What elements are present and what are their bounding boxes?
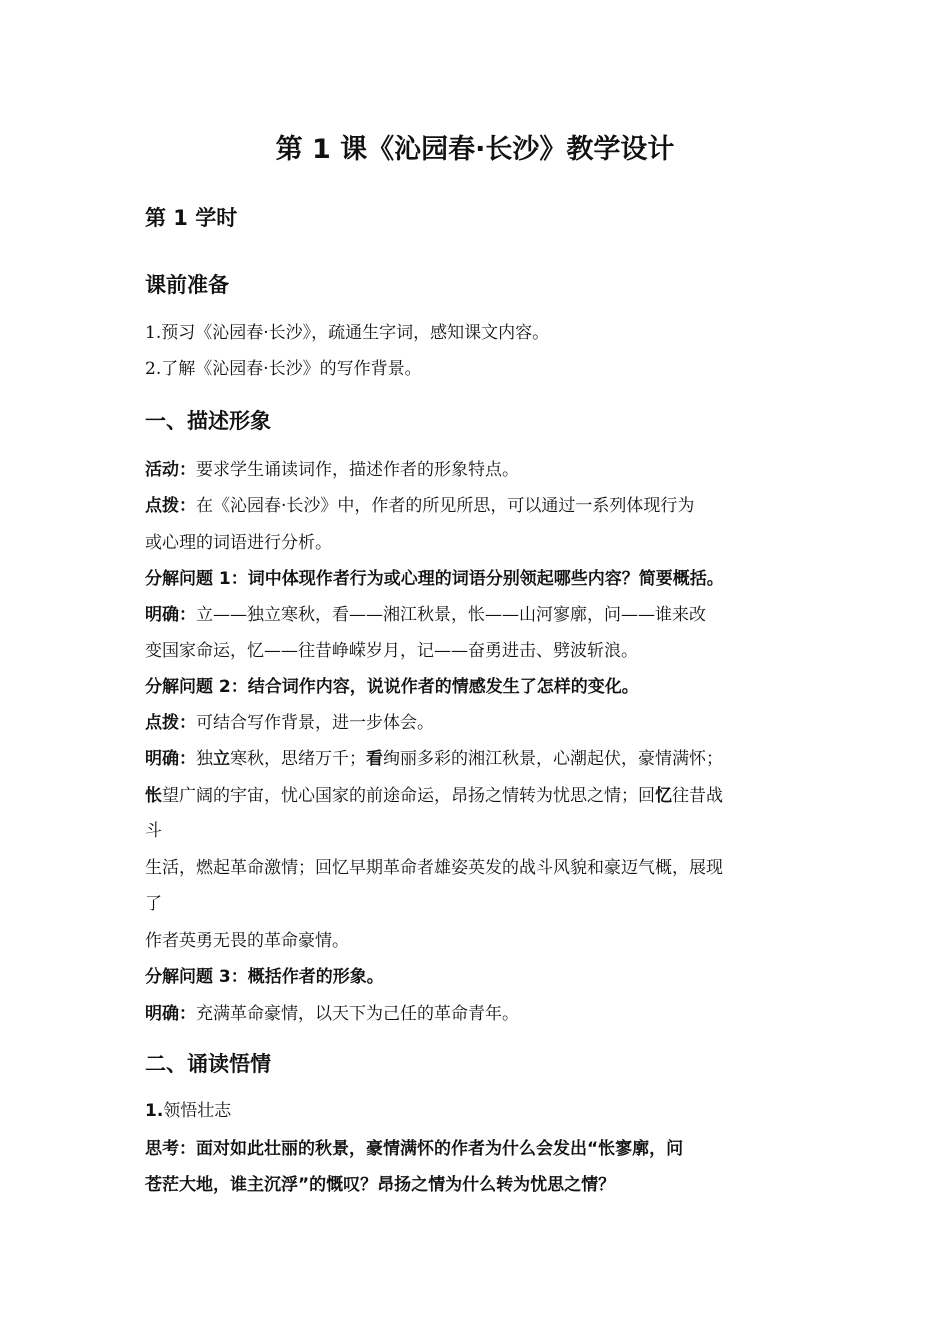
answer-1-label: 明确： <box>145 605 196 625</box>
prep-item-2: 2.了解《沁园春·长沙》的写作背景。 <box>145 359 422 379</box>
answer-2-line-1 <box>145 746 723 772</box>
answer-2-keyword-4: 忆 <box>655 786 672 806</box>
prep-item-1: 1.预习《沁园春·长沙》，疏通生字词，感知课文内容。 <box>145 323 550 343</box>
activity-text: 要求学生诵读词作，描述作者的形象特点。 <box>196 460 519 480</box>
think-line-2: 苍茫大地，谁主沉浮”的慨叹？昂扬之情为什么转为忧思之情？ <box>145 1175 616 1195</box>
tip-1-line-2: 或心理的词语进行分析。 <box>145 533 332 553</box>
section-2-heading: 二、诵读悟情 <box>145 1052 271 1076</box>
tip-1-line <box>145 493 694 519</box>
question-1: 分解问题 1：词中体现作者行为或心理的词语分别领起哪些内容？简要概括。 <box>145 569 724 589</box>
answer-3-label: 明确： <box>145 1004 196 1024</box>
document-title: 第 1 课《沁园春·长沙》教学设计 <box>275 134 675 165</box>
question-2: 分解问题 2：结合词作内容，说说作者的情感发生了怎样的变化。 <box>145 677 639 697</box>
think-line-1: 思考：面对如此壮丽的秋景，豪情满怀的作者为什么会发出“怅寥廓，问 <box>145 1139 684 1159</box>
answer-2-line-5: 了 <box>145 894 162 914</box>
subsection-1 <box>145 1098 231 1124</box>
tip-1-label: 点拨： <box>145 496 196 516</box>
answer-2-line-6: 作者英勇无畏的革命豪情。 <box>145 931 349 951</box>
tip-1-text: 在《沁园春·长沙》中，作者的所见所思，可以通过一系列体现行为 <box>196 496 695 516</box>
answer-2-seg-3: 绚丽多彩的湘江秋景，心潮起伏，豪情满怀； <box>383 749 723 769</box>
answer-2-seg-4: 望广阔的宇宙，忧心国家的前途命运，昂扬之情转为忧思之情；回 <box>162 786 655 806</box>
prep-heading: 课前准备 <box>145 273 229 297</box>
activity-label: 活动： <box>145 460 196 480</box>
lesson-heading: 第 1 学时 <box>145 206 238 230</box>
subsection-1-text: 领悟壮志 <box>163 1101 232 1121</box>
answer-3-line <box>145 1001 519 1027</box>
tip-2-label: 点拨： <box>145 713 196 733</box>
answer-2-keyword-2: 看 <box>366 749 383 769</box>
answer-2-line-4: 生活，燃起革命激情；回忆早期革命者雄姿英发的战斗风貌和豪迈气概，展现 <box>145 858 723 878</box>
answer-1-line <box>145 602 706 628</box>
answer-2-seg-5: 往昔战 <box>672 786 723 806</box>
answer-2-label: 明确： <box>145 749 196 769</box>
tip-2-text: 可结合写作背景，进一步体会。 <box>196 713 434 733</box>
question-3: 分解问题 3：概括作者的形象。 <box>145 967 384 987</box>
answer-2-keyword-3: 怅 <box>145 786 162 806</box>
tip-2-line <box>145 710 434 736</box>
answer-1-line-2: 变国家命运，忆——往昔峥嵘岁月，记——奋勇进击、劈波斩浪。 <box>145 641 638 661</box>
answer-2-line-2 <box>145 783 723 809</box>
answer-1-text: 立——独立寒秋，看——湘江秋景，怅——山河寥廓，问——谁来改 <box>196 605 706 625</box>
answer-2-keyword-1: 立 <box>213 749 230 769</box>
answer-3-text: 充满革命豪情，以天下为己任的革命青年。 <box>196 1004 519 1024</box>
answer-2-seg-2: 寒秋，思绪万千； <box>230 749 366 769</box>
activity-line <box>145 457 519 483</box>
answer-2-line-3: 斗 <box>145 821 162 841</box>
subsection-1-number: 1. <box>145 1101 164 1121</box>
section-1-heading: 一、描述形象 <box>145 409 271 433</box>
answer-2-seg-1: 独 <box>196 749 213 769</box>
